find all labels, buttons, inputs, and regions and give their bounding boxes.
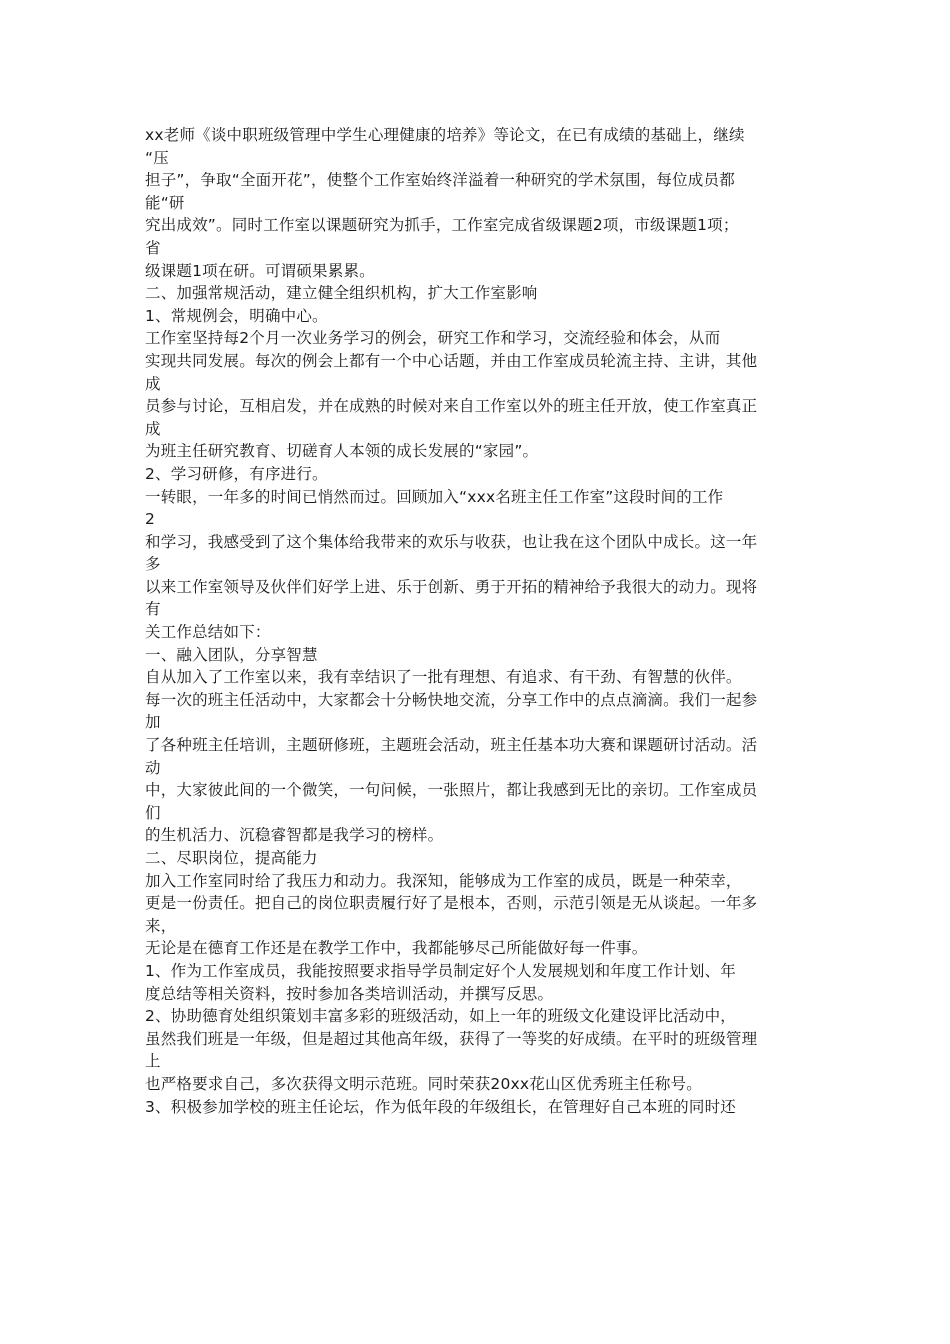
text-line: 自从加入了工作室以来，我有幸结识了一批有理想、有追求、有干劲、有智慧的伙伴。 xyxy=(145,668,742,687)
section-heading: 二、加强常规活动，建立健全组织机构，扩大工作室影响 xyxy=(145,284,538,303)
text-line: 更是一份责任。把自己的岗位职责履行好了是根本，否则，示范引领是无从谈起。一年多 xyxy=(145,894,758,913)
section-heading: 二、尽职岗位，提高能力 xyxy=(145,849,318,867)
text-line: 也严格要求自己，多次获得文明示范班。同时荣获20xx花山区优秀班主任称号。 xyxy=(145,1074,702,1093)
text-line: 级课题1项在研。可谓硕果累累。 xyxy=(145,261,375,280)
text-line: 虽然我们班是一年级，但是超过其他高年级，获得了一等奖的好成绩。在平时的班级管理 xyxy=(145,1029,758,1048)
text-line: 究出成效”。同时工作室以课题研究为抓手，工作室完成省级课题2项，市级课题1项； xyxy=(145,216,739,235)
text-line: 的生机活力、沉稳睿智都是我学习的榜样。 xyxy=(145,826,444,845)
subsection-heading: 1、常规例会，明确中心。 xyxy=(145,306,328,325)
subsection-heading: 2、学习研修，有序进行。 xyxy=(145,464,328,483)
text-line: 有 xyxy=(145,600,161,619)
text-line: 能“研 xyxy=(145,193,185,212)
text-line: 省 xyxy=(145,238,161,257)
text-line: 3、积极参加学校的班主任论坛，作为低年段的年级组长，在管理好自己本班的同时还 xyxy=(145,1097,736,1116)
text-line: 动 xyxy=(145,758,161,777)
text-line: 一转眼，一年多的时间已悄然而过。回顾加入“xxx名班主任工作室”这段时间的工作 xyxy=(145,487,724,506)
text-line: 了各种班主任培训，主题研修班，主题班会活动，班主任基本功大赛和课题研讨活动。活 xyxy=(145,736,758,755)
text-line: 们 xyxy=(145,803,161,822)
text-line: 工作室坚持每2个月一次业务学习的例会，研究工作和学习，交流经验和体会，从而 xyxy=(145,329,721,348)
text-line: 以来工作室领导及伙伴们好学上进、乐于创新、勇于开拓的精神给予我很大的动力。现将 xyxy=(145,577,758,596)
text-line: 和学习，我感受到了这个集体给我带来的欢乐与收获，也让我在这个团队中成长。这一年 xyxy=(145,532,758,551)
text-line: 来， xyxy=(145,916,177,935)
text-line: 1、作为工作室成员，我能按照要求指导学员制定好个人发展规划和年度工作计划、年 xyxy=(145,961,736,980)
text-line: 多 xyxy=(145,555,161,574)
text-line: 实现共同发展。每次的例会上都有一个中心话题，并由工作室成员轮流主持、主讲，其他 xyxy=(145,351,758,370)
text-line: 无论是在德育工作还是在教学工作中，我都能够尽己所能做好每一件事。 xyxy=(145,939,648,958)
document-body xyxy=(145,124,810,1118)
section-heading: 一、融入团队，分享智慧 xyxy=(145,645,318,664)
text-line: 中，大家彼此间的一个微笑，一句问候，一张照片，都让我感到无比的亲切。工作室成员 xyxy=(145,781,758,800)
text-line: 上 xyxy=(145,1052,161,1071)
text-line: xx老师《谈中职班级管理中学生心理健康的培养》等论文，在已有成绩的基础上，继续 xyxy=(145,126,745,144)
text-line: 担子”，争取“全面开花”，使整个工作室始终洋溢着一种研究的学术氛围，每位成员都 xyxy=(145,171,735,190)
text-line: 加入工作室同时给了我压力和动力。我深知，能够成为工作室的成员，既是一种荣幸， xyxy=(145,871,742,890)
text-line: 成 xyxy=(145,419,161,438)
text-line: 2、协助德育处组织策划丰富多彩的班级活动，如上一年的班级文化建设评比活动中， xyxy=(145,1007,736,1026)
text-line: “压 xyxy=(145,148,169,167)
page-number: 2 xyxy=(145,510,156,529)
text-line: 加 xyxy=(145,713,161,732)
text-line: 员参与讨论，互相启发，并在成熟的时候对来自工作室以外的班主任开放，使工作室真正 xyxy=(145,397,758,416)
text-line: 每一次的班主任活动中，大家都会十分畅快地交流，分享工作中的点点滴滴。我们一起参 xyxy=(145,690,758,709)
text-line: 成 xyxy=(145,374,161,393)
text-line: 关工作总结如下： xyxy=(145,623,271,642)
text-line: 为班主任研究教育、切磋育人本领的成长发展的“家园”。 xyxy=(145,442,539,461)
text-line: 度总结等相关资料，按时参加各类培训活动，并撰写反思。 xyxy=(145,984,554,1003)
